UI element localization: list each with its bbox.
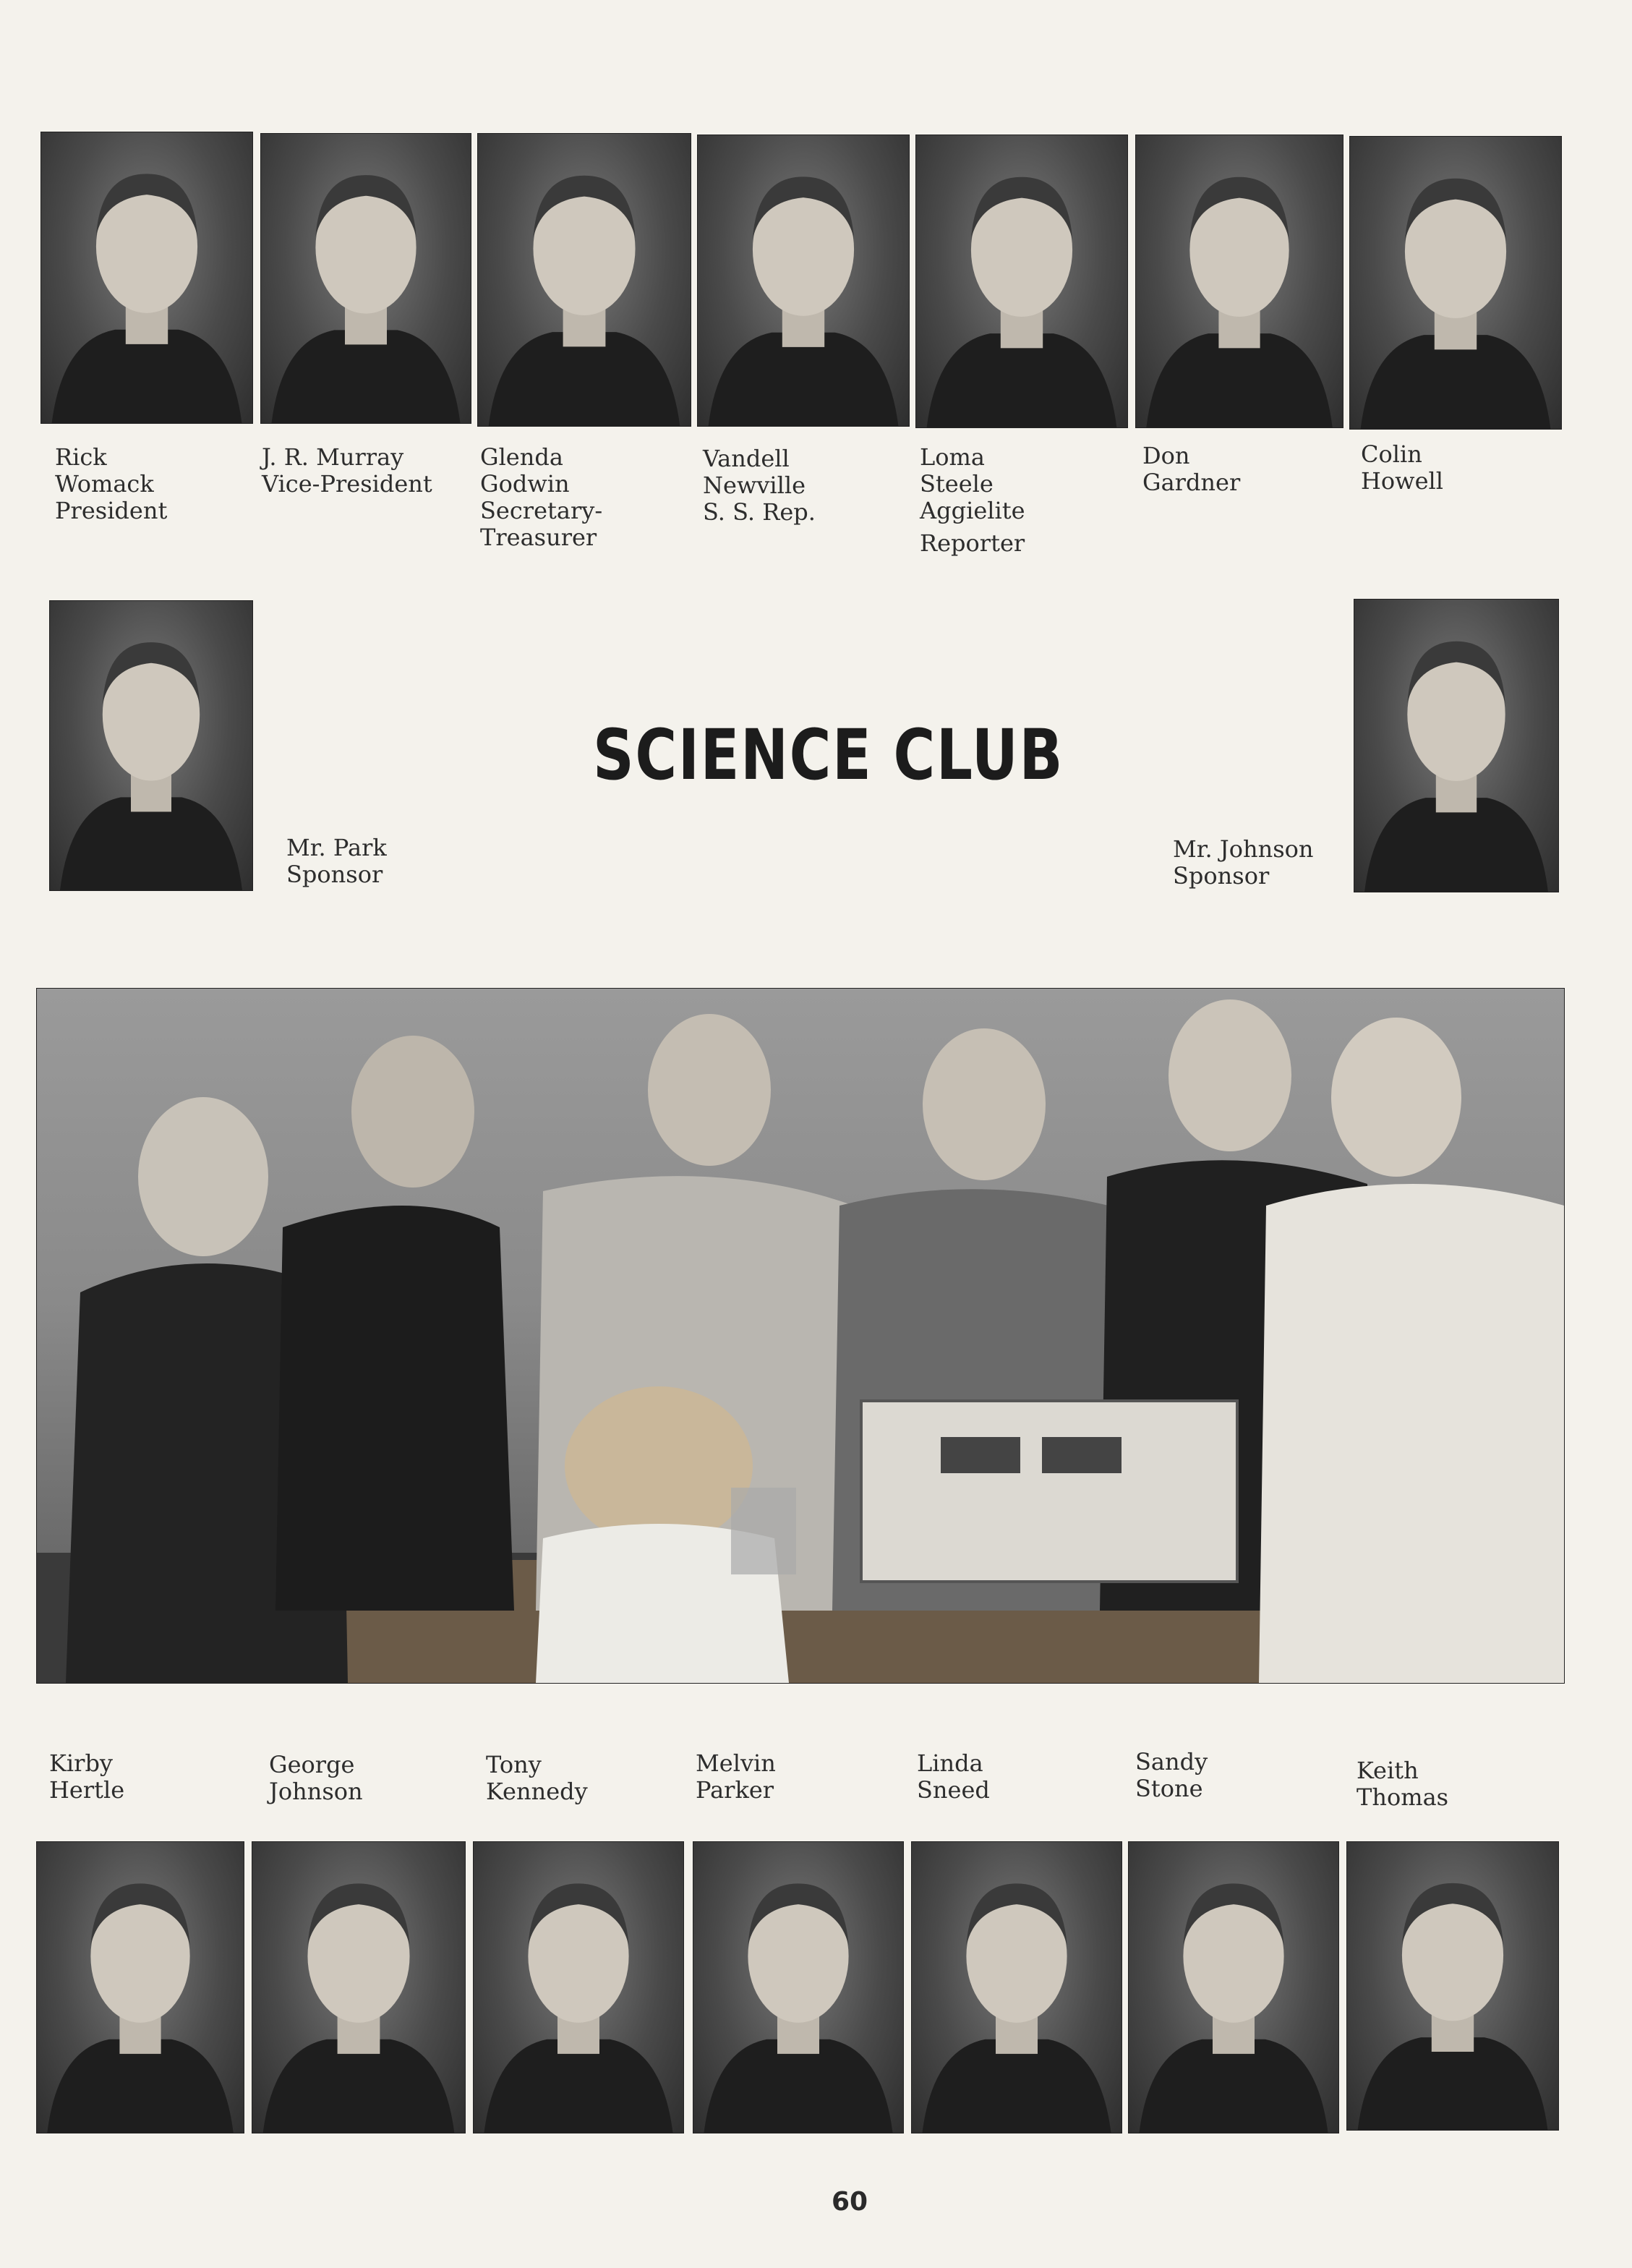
portrait-officer-7 <box>1349 136 1562 430</box>
portrait-member-4 <box>693 1841 904 2133</box>
portrait-officer-4 <box>697 135 910 427</box>
portrait-sponsor-1 <box>49 600 253 891</box>
portrait-silhouette <box>474 1842 683 2133</box>
caption-officer-2: J. R. Murray Vice-President <box>262 443 432 498</box>
portrait-silhouette <box>1136 135 1343 427</box>
portrait-silhouette <box>1347 1842 1558 2130</box>
portrait-silhouette <box>912 1842 1122 2133</box>
caption-officer-4: Vandell Newville S. S. Rep. <box>703 445 816 526</box>
portrait-member-6 <box>1128 1841 1339 2133</box>
portrait-silhouette <box>1350 137 1561 429</box>
caption-member-4: Melvin Parker <box>696 1749 776 1804</box>
portrait-officer-1 <box>40 132 253 424</box>
portrait-silhouette <box>478 134 691 426</box>
caption-sponsor-1: Mr. Park Sponsor <box>286 834 387 888</box>
group-photo <box>36 988 1565 1684</box>
portrait-sponsor-2 <box>1354 599 1559 892</box>
portrait-member-7 <box>1346 1841 1559 2131</box>
caption-member-5: Linda Sneed <box>917 1749 990 1804</box>
portrait-member-5 <box>911 1841 1122 2133</box>
portrait-silhouette <box>916 135 1127 427</box>
portrait-silhouette <box>37 1842 244 2133</box>
portrait-officer-6 <box>1135 135 1343 428</box>
page-title: SCIENCE CLUB <box>593 715 1064 796</box>
portrait-silhouette <box>698 135 909 426</box>
portrait-silhouette <box>261 134 471 423</box>
caption-officer-1: Rick Womack President <box>55 443 168 524</box>
portrait-officer-3 <box>477 133 691 427</box>
caption-officer-7: Colin Howell <box>1361 440 1443 495</box>
caption-member-6: Sandy Stone <box>1135 1748 1208 1802</box>
page-number: 60 <box>832 2187 868 2217</box>
portrait-officer-2 <box>260 133 471 424</box>
portrait-silhouette <box>1129 1842 1338 2133</box>
portrait-silhouette <box>1354 600 1558 892</box>
caption-officer-5: Loma Steele Aggielite Reporter <box>920 443 1025 557</box>
caption-member-3: Tony Kennedy <box>486 1751 588 1805</box>
caption-officer-3: Glenda Godwin Secretary- Treasurer <box>480 443 603 551</box>
portrait-silhouette <box>252 1842 465 2133</box>
portrait-silhouette <box>693 1842 903 2133</box>
portrait-silhouette <box>41 132 252 423</box>
portrait-member-1 <box>36 1841 244 2133</box>
caption-member-2: George Johnson <box>269 1751 363 1805</box>
caption-member-1: Kirby Hertle <box>49 1749 125 1804</box>
group-photo-scene <box>37 989 1564 1683</box>
caption-member-7: Keith Thomas <box>1357 1757 1449 1811</box>
caption-sponsor-2: Mr. Johnson Sponsor <box>1173 835 1314 890</box>
caption-officer-6: Don Gardner <box>1142 442 1241 496</box>
portrait-member-2 <box>252 1841 466 2133</box>
portrait-silhouette <box>50 601 252 890</box>
portrait-member-3 <box>473 1841 684 2133</box>
portrait-officer-5 <box>915 135 1128 428</box>
